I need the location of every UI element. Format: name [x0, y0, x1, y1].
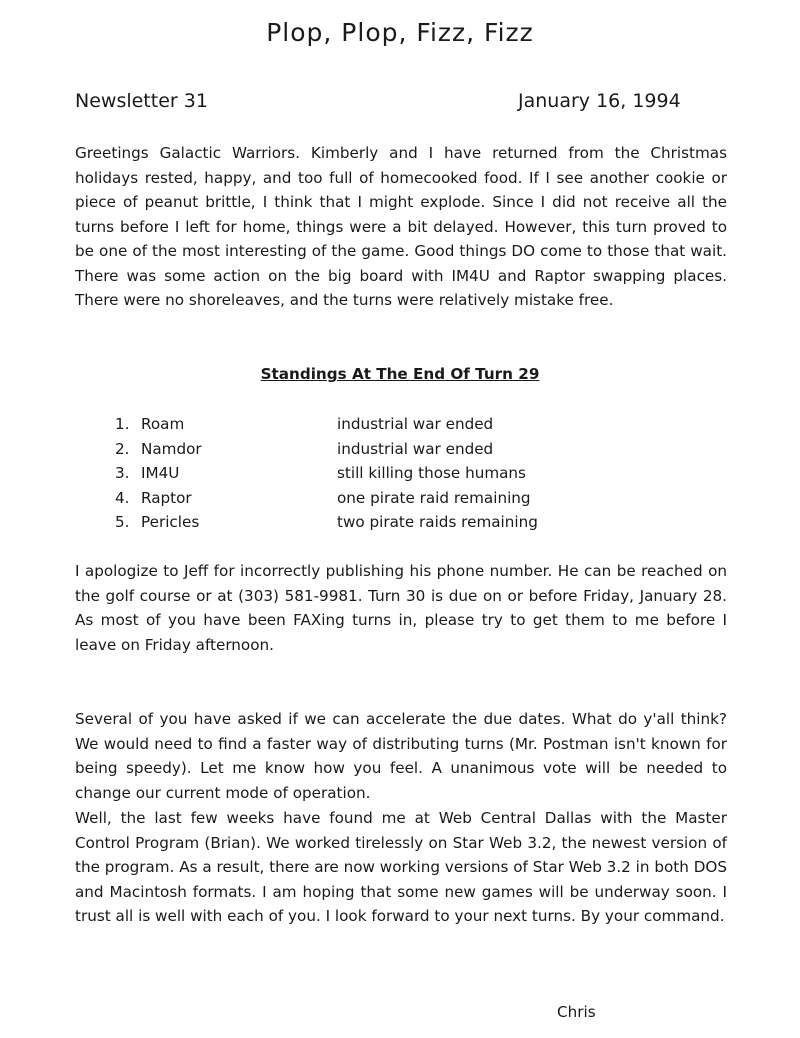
newsletter-number: Newsletter 31 [75, 90, 208, 112]
standings-status: industrial war ended [337, 439, 494, 458]
standings-player: Raptor [141, 488, 192, 507]
standings-status: two pirate raids remaining [337, 513, 538, 532]
standings-status: one pirate raid remaining [337, 488, 531, 507]
greeting-paragraph: Greetings Galactic Warriors. Kimberly and I have returned from the Christmas holidays rested, happy, and too full of homecooked food. If I see another cookie or piece of peanut brittle, I think that I might explode. Since I did not receive all the turns before I left for home, things were a bit delayed. However, this turn proved to be one of the most interesting of the game. Good things DO come to those that wait. There was some action on the big board with IM4U and Raptor swapping places. There were no shoreleaves, and the turns were relatively mistake free. [75, 144, 727, 309]
standings-heading: Standings At The End Of Turn 29 [260, 365, 540, 383]
standings-player: Namdor [141, 439, 202, 458]
standings-list [115, 412, 585, 535]
standings-row [115, 437, 585, 462]
standings-player: Pericles [141, 513, 200, 532]
closing-paragraph: Well, the last few weeks have found me at Web Central Dallas with the Master Control Program (Brian). We worked tirelessly on Star Web 3.2, the newest version of the program. As a result, there are now working versions of Star Web 3.2 in both DOS and Macintosh formats. I am hoping that some new games will be underway soon. I trust all is well with each of you. I look forward to your next turns. By your command. [75, 809, 727, 925]
standings-row [115, 412, 585, 437]
standings-rank: 1. [115, 415, 130, 433]
standings-status: still killing those humans [337, 464, 526, 483]
apology-paragraph: I apologize to Jeff for incorrectly publishing his phone number. He can be reached on the golf course or at (303) 581-9981. Turn 30 is due on or before Friday, January 28. As most of you have been FAXing turns in, please try to get them to me before I leave on Friday afternoon. [75, 562, 727, 654]
standings-row [115, 461, 585, 486]
standings-rank: 3. [115, 464, 130, 483]
newsletter-title: Plop, Plop, Fizz, Fizz [266, 18, 534, 47]
standings-status: industrial war ended [337, 415, 494, 433]
standings-rank: 2. [115, 439, 130, 458]
signature: Chris [557, 1003, 596, 1021]
due-dates-paragraph: Several of you have asked if we can accelerate the due dates. What do y'all think? We would need to find a faster way of distributing turns (Mr. Postman isn't known for being speedy). Let me know how you feel. A unanimous vote will be needed to change our current mode of operation. [75, 710, 727, 802]
standings-player: Roam [141, 415, 185, 433]
standings-row [115, 510, 585, 535]
standings-rank: 5. [115, 513, 130, 532]
standings-player: IM4U [141, 464, 180, 483]
standings-row [115, 486, 585, 511]
standings-rank: 4. [115, 488, 130, 507]
newsletter-date: January 16, 1994 [518, 90, 681, 112]
